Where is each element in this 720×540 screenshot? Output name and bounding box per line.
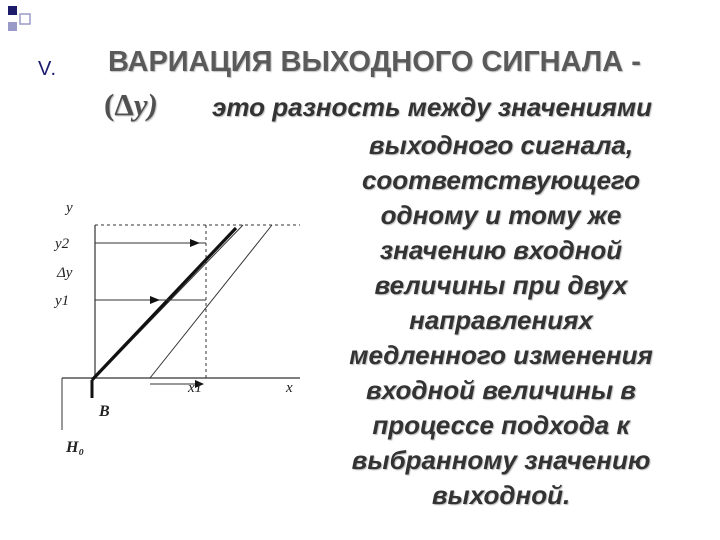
definition-line: значению входной (379, 235, 623, 265)
delta-y-label: Δy (57, 265, 73, 281)
delta-variable: y) (133, 87, 158, 122)
h0-label: H₀ (66, 439, 85, 456)
definition-line: выходного сигнала, (368, 130, 634, 160)
y1-arrowhead (150, 296, 160, 304)
definition-line: величины при двух (374, 270, 628, 300)
definition-line: одному и тому же (380, 200, 622, 230)
b-label: B (99, 403, 110, 420)
x-axis-label: x (286, 380, 293, 396)
definition-line: выбранному значению (351, 445, 651, 475)
characteristic-line (92, 228, 236, 380)
definition-first-line: это разность между значениями (212, 92, 652, 122)
y1-label: y1 (55, 293, 70, 309)
definition-line: медленного изменения (349, 340, 653, 370)
definition-line: соответствующего (361, 165, 641, 195)
slide-number: V. (38, 58, 58, 80)
definition-line: направлениях (409, 305, 593, 335)
x1-label: x1 (188, 380, 203, 396)
definition-line: входной величины в (366, 375, 636, 405)
y2-label: y2 (55, 236, 70, 252)
definition-line: выходной. (431, 480, 571, 510)
delta-symbol: (Δ (104, 87, 134, 122)
y-axis-label: y (66, 200, 73, 216)
slide-title: ВАРИАЦИЯ ВЫХОДНОГО СИГНАЛА - (108, 46, 641, 78)
definition-line: процессе подхода к (372, 410, 630, 440)
y2-arrowhead (190, 239, 200, 247)
